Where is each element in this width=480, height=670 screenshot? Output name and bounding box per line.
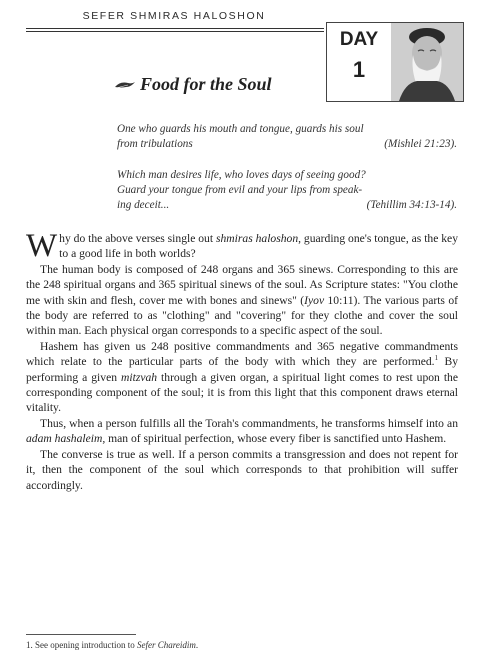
day-box: [326, 22, 464, 102]
text-run: The human body is composed of 248 organs and 365 sinews. Corresponding to this are the 248 spiritual organs and 365 spiritual sinews of the soul. As Scripture states: "You clothe me with skin and flesh, cover me with bones and sinews" (: [26, 262, 458, 307]
hebrew-term: mitzvah: [121, 370, 158, 384]
running-header: SEFER SHMIRAS HALOSHON: [82, 10, 266, 22]
rabbi-portrait: [391, 23, 463, 101]
text-run: through a given organ, a spiritual light comes to rest upon the corresponding component of the soul; it is from this light that this component draws eternal vitality.: [26, 370, 458, 415]
section-title: Food for the Soul: [140, 74, 272, 94]
header-rule-lower: [26, 31, 324, 32]
paragraph: [26, 416, 458, 447]
drop-cap: W: [26, 228, 58, 264]
text-run: , guarding one's tongue, as the key to a good life in both worlds?: [59, 232, 458, 261]
epigraph-line-with-citation: [117, 198, 457, 213]
epigraph-citation: (Mishlei 21:23).: [384, 138, 457, 150]
epigraph-text: from tribulations: [117, 138, 193, 150]
epigraph-line-with-citation: [117, 137, 457, 152]
paragraph: [26, 339, 458, 416]
footnote-end: .: [195, 640, 199, 650]
hebrew-term: shmiras haloshon: [215, 232, 299, 245]
paragraph: [26, 262, 458, 339]
paragraph-opening: [26, 228, 458, 264]
text-run: Hashem has given us 248 positive commandments and 365 negative commandments which relate to the particular parts of the body with which they are performed.: [26, 339, 458, 369]
day-label: DAY: [339, 29, 379, 50]
footnote-rule: [26, 634, 136, 635]
footnote: [26, 640, 446, 650]
text-run: hy do the above verses single out: [59, 232, 216, 245]
text-run: Thus, when a person fulfills all the Torah's commandments, he transforms himself into an: [40, 416, 458, 430]
paragraph: The converse is true as well. If a person commits a transgression and does not repent for it, then the component of the soul which corresponds to that prohibition will suffer accordingly.: [26, 447, 458, 492]
footnote-number: 1.: [26, 640, 33, 650]
text-run: By performing a given: [26, 355, 459, 384]
footnote-marker: 1: [434, 354, 439, 363]
epigraph-citation: (Tehillim 34:13-14).: [366, 199, 457, 211]
epigraph-mishlei: [117, 122, 457, 152]
text-run: 10:11). The various parts of the body are referred to as "clothing" and "covering" for they clothe and cover the soul within man. Each physical organ corresponds to a specific aspect of the soul.: [26, 293, 458, 338]
header-rule: [26, 28, 324, 29]
scripture-reference: Iyov: [304, 293, 325, 307]
epigraph-line: Which man desires life, who loves days of seeing good?: [117, 169, 366, 181]
footnote-work-title: Sefer Chareidim: [136, 640, 196, 650]
epigraph-text: ing deceit...: [117, 199, 170, 211]
body-text: [26, 228, 459, 493]
epigraph-line: One who guards his mouth and tongue, guards his soul: [117, 123, 364, 135]
footnote-text: See opening introduction to: [35, 640, 137, 650]
epigraph-tehillim: [117, 168, 457, 213]
text-run: man of spiritual perfection, whose every fiber is sanctified unto Hashem.: [105, 432, 447, 446]
quill-ornament-icon: [114, 80, 136, 90]
epigraph-line: Guard your tongue from evil and your lips from speak-: [117, 184, 363, 196]
hebrew-term: adam hashaleim,: [26, 432, 106, 446]
day-number: 1: [352, 57, 366, 82]
